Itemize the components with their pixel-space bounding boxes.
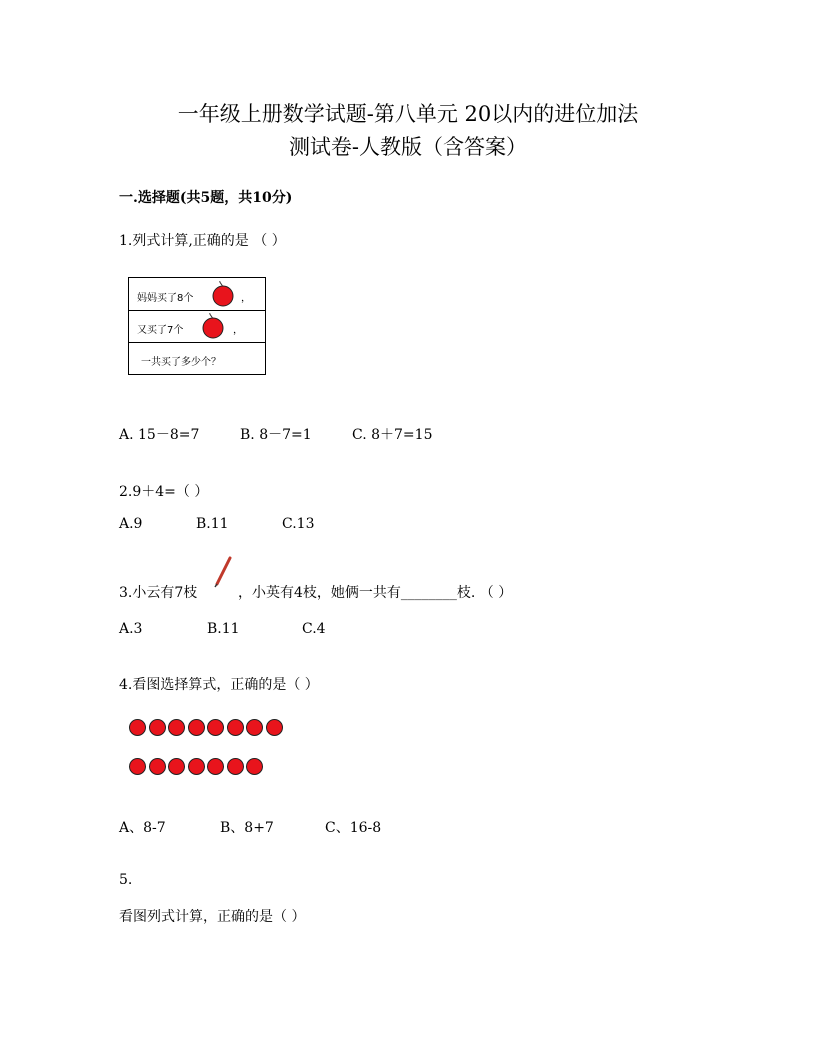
apple-icon — [201, 313, 225, 339]
counting-dot — [168, 719, 185, 736]
question-1-figure — [128, 277, 266, 375]
counting-dot — [266, 719, 283, 736]
counting-dot — [168, 758, 185, 775]
title-line-1: 一年级上册数学试题-第八单元 20以内的进位加法 — [177, 102, 639, 126]
question-3-option-b[interactable]: B.11 — [207, 621, 240, 637]
figure-row-2-comma: ， — [233, 325, 243, 336]
figure-row-3 — [129, 342, 265, 374]
counting-dot — [207, 758, 224, 775]
counting-dot — [227, 719, 244, 736]
figure-row-2-text: 又买了7个 — [137, 325, 184, 336]
question-4-option-b[interactable]: B、8+7 — [220, 820, 274, 836]
question-3-text-after: ，小英有4枝，她俩一共有________枝. （ ） — [238, 585, 513, 601]
question-1-text: 1.列式计算,正确的是 （ ） — [119, 233, 286, 249]
question-2-text: 2.9＋4=（ ） — [119, 484, 209, 500]
counting-dot — [246, 719, 263, 736]
counting-dot — [188, 758, 205, 775]
counting-dot — [149, 719, 166, 736]
question-3-option-a[interactable]: A.3 — [119, 621, 143, 637]
question-1-option-a[interactable]: A. 15－8=7 — [119, 427, 200, 443]
counting-dot — [227, 758, 244, 775]
figure-row-2 — [129, 310, 265, 343]
question-3-option-c[interactable]: C.4 — [302, 621, 326, 637]
apple-icon — [211, 281, 235, 307]
counting-dot — [207, 719, 224, 736]
question-1-option-c[interactable]: C. 8＋7=15 — [352, 427, 433, 443]
title-line-2: 测试卷-人教版（含答案） — [288, 135, 528, 159]
section-heading: 一.选择题(共5题，共10分) — [119, 190, 293, 206]
counting-dot — [188, 719, 205, 736]
pencil-icon — [212, 556, 234, 588]
question-4-option-c[interactable]: C、16-8 — [325, 820, 382, 836]
counting-dot — [246, 758, 263, 775]
figure-row-1-comma: ， — [241, 293, 251, 304]
counting-dot — [129, 719, 146, 736]
counting-dot — [129, 758, 146, 775]
question-2-option-a[interactable]: A.9 — [119, 516, 143, 532]
question-2-option-c[interactable]: C.13 — [282, 516, 315, 532]
figure-row-1-text: 妈妈买了8个 — [137, 293, 194, 304]
question-2-option-b[interactable]: B.11 — [196, 516, 229, 532]
question-5-text: 看图列式计算，正确的是（ ） — [119, 909, 306, 925]
counting-dot — [149, 758, 166, 775]
question-4-option-a[interactable]: A、8-7 — [119, 820, 166, 836]
figure-row-1 — [129, 278, 265, 311]
question-4-text: 4.看图选择算式，正确的是（ ） — [119, 677, 319, 693]
figure-row-3-text: 一共买了多少个？ — [141, 357, 221, 368]
question-1-option-b[interactable]: B. 8－7=1 — [240, 427, 312, 443]
question-5-number: 5. — [119, 872, 133, 888]
question-3-text-before: 3.小云有7枝 — [119, 585, 198, 601]
